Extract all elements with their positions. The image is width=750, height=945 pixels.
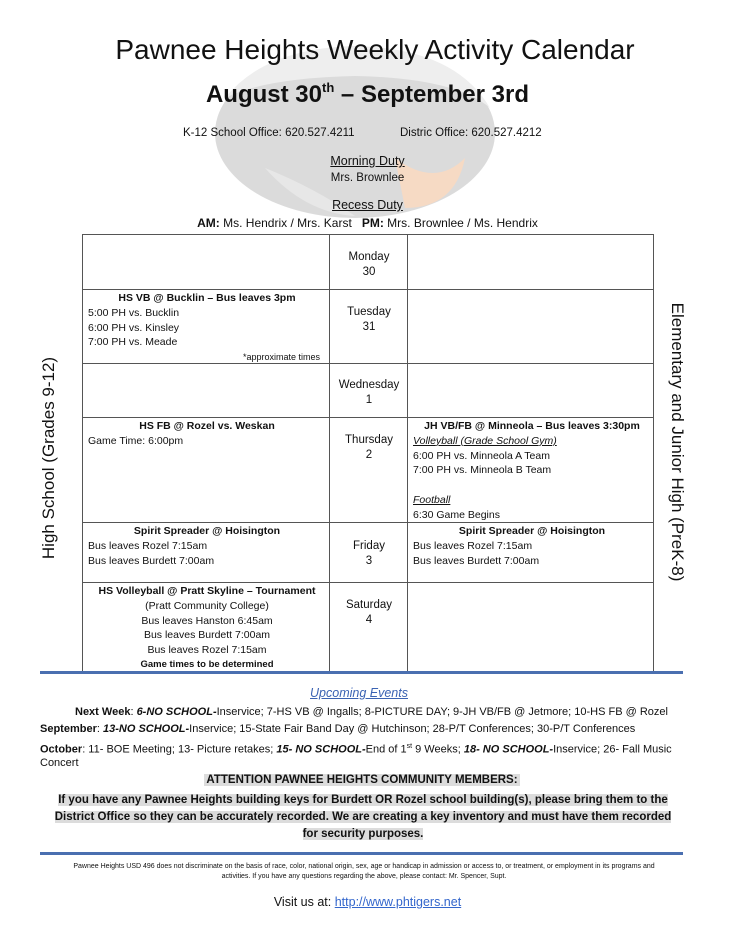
attention-message: If you have any Pawnee Heights building keys for Burdett OR Rozel school building(s), please bring them to the District Office so they can be accurately recorded. We are creating a key inventory and must have them recorded for security purposes. — [54, 794, 672, 840]
recess-duty-value: AM: Ms. Hendrix / Mrs. Karst PM: Mrs. Brownlee / Ms. Hendrix — [197, 216, 538, 230]
morning-duty-value: Mrs. Brownlee — [330, 172, 405, 184]
hs-thursday-event: HS FB @ Rozel vs. Weskan Game Time: 6:00pm — [88, 420, 275, 447]
nondiscrimination-disclaimer: Pawnee Heights USD 496 does not discriminate on the basis of race, color, national origin, sex, age or handicap in admission or access to, or treatment, or employment in its programs and activities. If you have any questions regarding the above, please contact: Mr. Spencer, Supt. — [73, 863, 655, 880]
day-tuesday: Tuesday 31 — [347, 306, 391, 333]
website-link[interactable]: http://www.phtigers.net — [334, 895, 462, 909]
next-week-line: Next Week: 6-NO SCHOOL-Inservice; 7-HS VB @ Ingalls; 8-PICTURE DAY; 9-JH VB/FB @ Jetmore; 10-HS FB @ Rozel — [75, 706, 668, 718]
hs-tuesday-event: HS VB @ Bucklin – Bus leaves 3pm 5:00 PH vs. Bucklin 6:00 PH vs. Kinsley 7:00 PH vs. Meade *approximate times — [88, 292, 320, 363]
day-saturday: Saturday 4 — [345, 599, 393, 626]
hs-saturday-event: HS Volleyball @ Pratt Skyline – Tournament (Pratt Community College) Bus leaves Hanston 6:45am Bus leaves Burdett 7:00am Bus leaves Rozel 7:15am Game times to be determined — [98, 585, 316, 670]
october-line-cont: Concert — [40, 757, 79, 769]
k12-office-phone: K-12 School Office: 620.527.4211 — [183, 127, 355, 139]
hs-friday-event: Spirit Spreader @ Hoisington Bus leaves Rozel 7:15am Bus leaves Burdett 7:00am — [88, 525, 281, 567]
day-friday: Friday 3 — [353, 540, 385, 567]
date-range: August 30th – September 3rd — [205, 80, 530, 108]
divider-bottom — [40, 852, 683, 855]
attention-heading: ATTENTION PAWNEE HEIGHTS COMMUNITY MEMBERS: — [204, 774, 520, 786]
elem-friday-event: Spirit Spreader @ Hoisington Bus leaves Rozel 7:15am Bus leaves Burdett 7:00am — [413, 525, 606, 567]
divider-top — [40, 671, 683, 674]
day-wednesday: Wednesday 1 — [338, 379, 400, 406]
day-thursday: Thursday 2 — [345, 434, 393, 461]
elem-thursday-event: JH VB/FB @ Minneola – Bus leaves 3:30pm Volleyball (Grade School Gym) 6:00 PH vs. Minneola A Team 7:00 PH vs. Minneola B Team Football 6:30 Game Begins — [413, 420, 640, 521]
morning-duty-heading: Morning Duty — [330, 154, 405, 168]
upcoming-events-heading: Upcoming Events — [310, 686, 408, 700]
visit-website: Visit us at: http://www.phtigers.net — [273, 895, 462, 909]
recess-duty-heading: Recess Duty — [332, 198, 403, 212]
weekly-calendar-grid — [82, 234, 654, 672]
high-school-side-label: High School (Grades 9-12) — [39, 356, 58, 560]
page-title: Pawnee Heights Weekly Activity Calendar — [115, 34, 635, 65]
day-monday: Monday 30 — [348, 251, 390, 278]
october-line: October: 11- BOE Meeting; 13- Picture retakes; 15- NO SCHOOL-End of 1st 9 Weeks; 18- NO SCHOOL-Inservice; 26- Fall Music — [40, 743, 672, 756]
district-office-phone: Distric Office: 620.527.4212 — [400, 127, 542, 139]
elementary-side-label: Elementary and Junior High (PreK-8) — [668, 302, 687, 582]
september-line: September: 13-NO SCHOOL-Inservice; 15-State Fair Band Day @ Hutchinson; 28-P/T Conferences; 30-P/T Conferences — [40, 723, 636, 735]
